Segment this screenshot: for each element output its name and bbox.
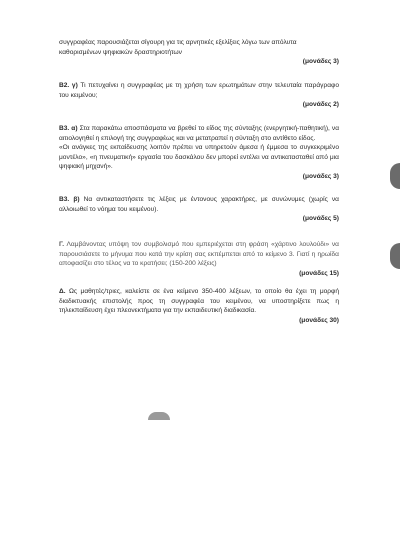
question-g-text: Γ. Λαμβάνοντας υπόψη τον συμβολισμό που εμπεριέχεται στη φράση «χάρτινο λουλούδι» να παρουσιάσετε το μήνυμα που κατά την κρίση σας εκπέμπεται από το κείμενο 3. Γιατί η ηρωίδα αποφασίζει στο τέλος να το κρατήσει; (150-200 λέξεις) xyxy=(59,241,339,268)
question-b2c xyxy=(59,81,339,110)
question-d-label: Δ. xyxy=(59,288,66,295)
question-b3a xyxy=(59,124,339,182)
question-d-text: Δ. Ως μαθητές/τριες, καλείστε σε ένα κείμενο 350-400 λέξεων, το οποίο θα έχει τη μορφή διαδικτυακής επιστολής προς τη συγγραφέα του κειμένου, να υποστηρίξετε πως η τηλεκπαίδευση έχει πλεονεκτήματα για την εκπαιδευτική διαδικασία. xyxy=(59,288,339,315)
question-d-points: (μονάδες 30) xyxy=(299,316,339,324)
page-edge-marker-lower xyxy=(390,243,400,269)
question-g-label: Γ. xyxy=(59,241,65,248)
question-b2c-text: Β2. γ) Τι πετυχαίνει η συγγραφέας με τη χρήση των ερωτημάτων στην τελευταία παράγραφο του κειμένου; xyxy=(59,82,339,99)
intro-text: συγγραφέας παρουσιάζεται σίγουρη για τις αρνητικές εξελίξεις λόγω των απόλυτα καθορισμένων ψηφιακών δραστηριοτήτων xyxy=(59,39,297,56)
page-edge-marker-upper xyxy=(390,163,400,189)
question-b3a-points: (μονάδες 3) xyxy=(302,172,339,180)
question-g xyxy=(59,240,339,278)
intro-points: (μονάδες 3) xyxy=(302,58,339,66)
question-b3b-text: Β3. β) Να αντικαταστήσετε τις λέξεις με έντονους χαρακτήρες, με συνώνυμες (χωρίς να αλλοιωθεί το νόημα του κειμένου). xyxy=(59,196,339,213)
page-bottom-marker xyxy=(148,412,170,420)
question-b2c-points: (μονάδες 2) xyxy=(302,101,339,109)
question-g-points: (μονάδες 15) xyxy=(299,269,339,277)
question-b3b-points: (μονάδες 5) xyxy=(302,215,339,223)
question-b3a-quote: «Οι ανάγκες της εκπαίδευσης λοιπόν πρέπει να υπηρετούν άμεσα ή έμμεσα το συγκεκριμένο μοντέλο», «η πνευματική» εργασία του δασκάλου δεν μπορεί εντέλει να αντικατασταθεί από μια ψηφιακή μηχανή». xyxy=(59,144,339,171)
intro-section xyxy=(59,38,339,67)
question-d xyxy=(59,287,339,325)
question-b3b xyxy=(59,195,339,224)
question-b3a-text: Β3. α) Στα παρακάτω αποσπάσματα να βρεθεί το είδος της σύνταξης (ενεργητική-παθητική), να αιτιολογηθεί η επιλογή της συγγραφέως και να μετατραπεί η σύνταξη στο αντίθετο είδος. xyxy=(59,125,340,142)
question-b3b-label: Β3. β) xyxy=(59,196,80,203)
question-b2c-label: Β2. γ) xyxy=(59,82,78,89)
question-b3a-label: Β3. α) xyxy=(59,125,78,132)
